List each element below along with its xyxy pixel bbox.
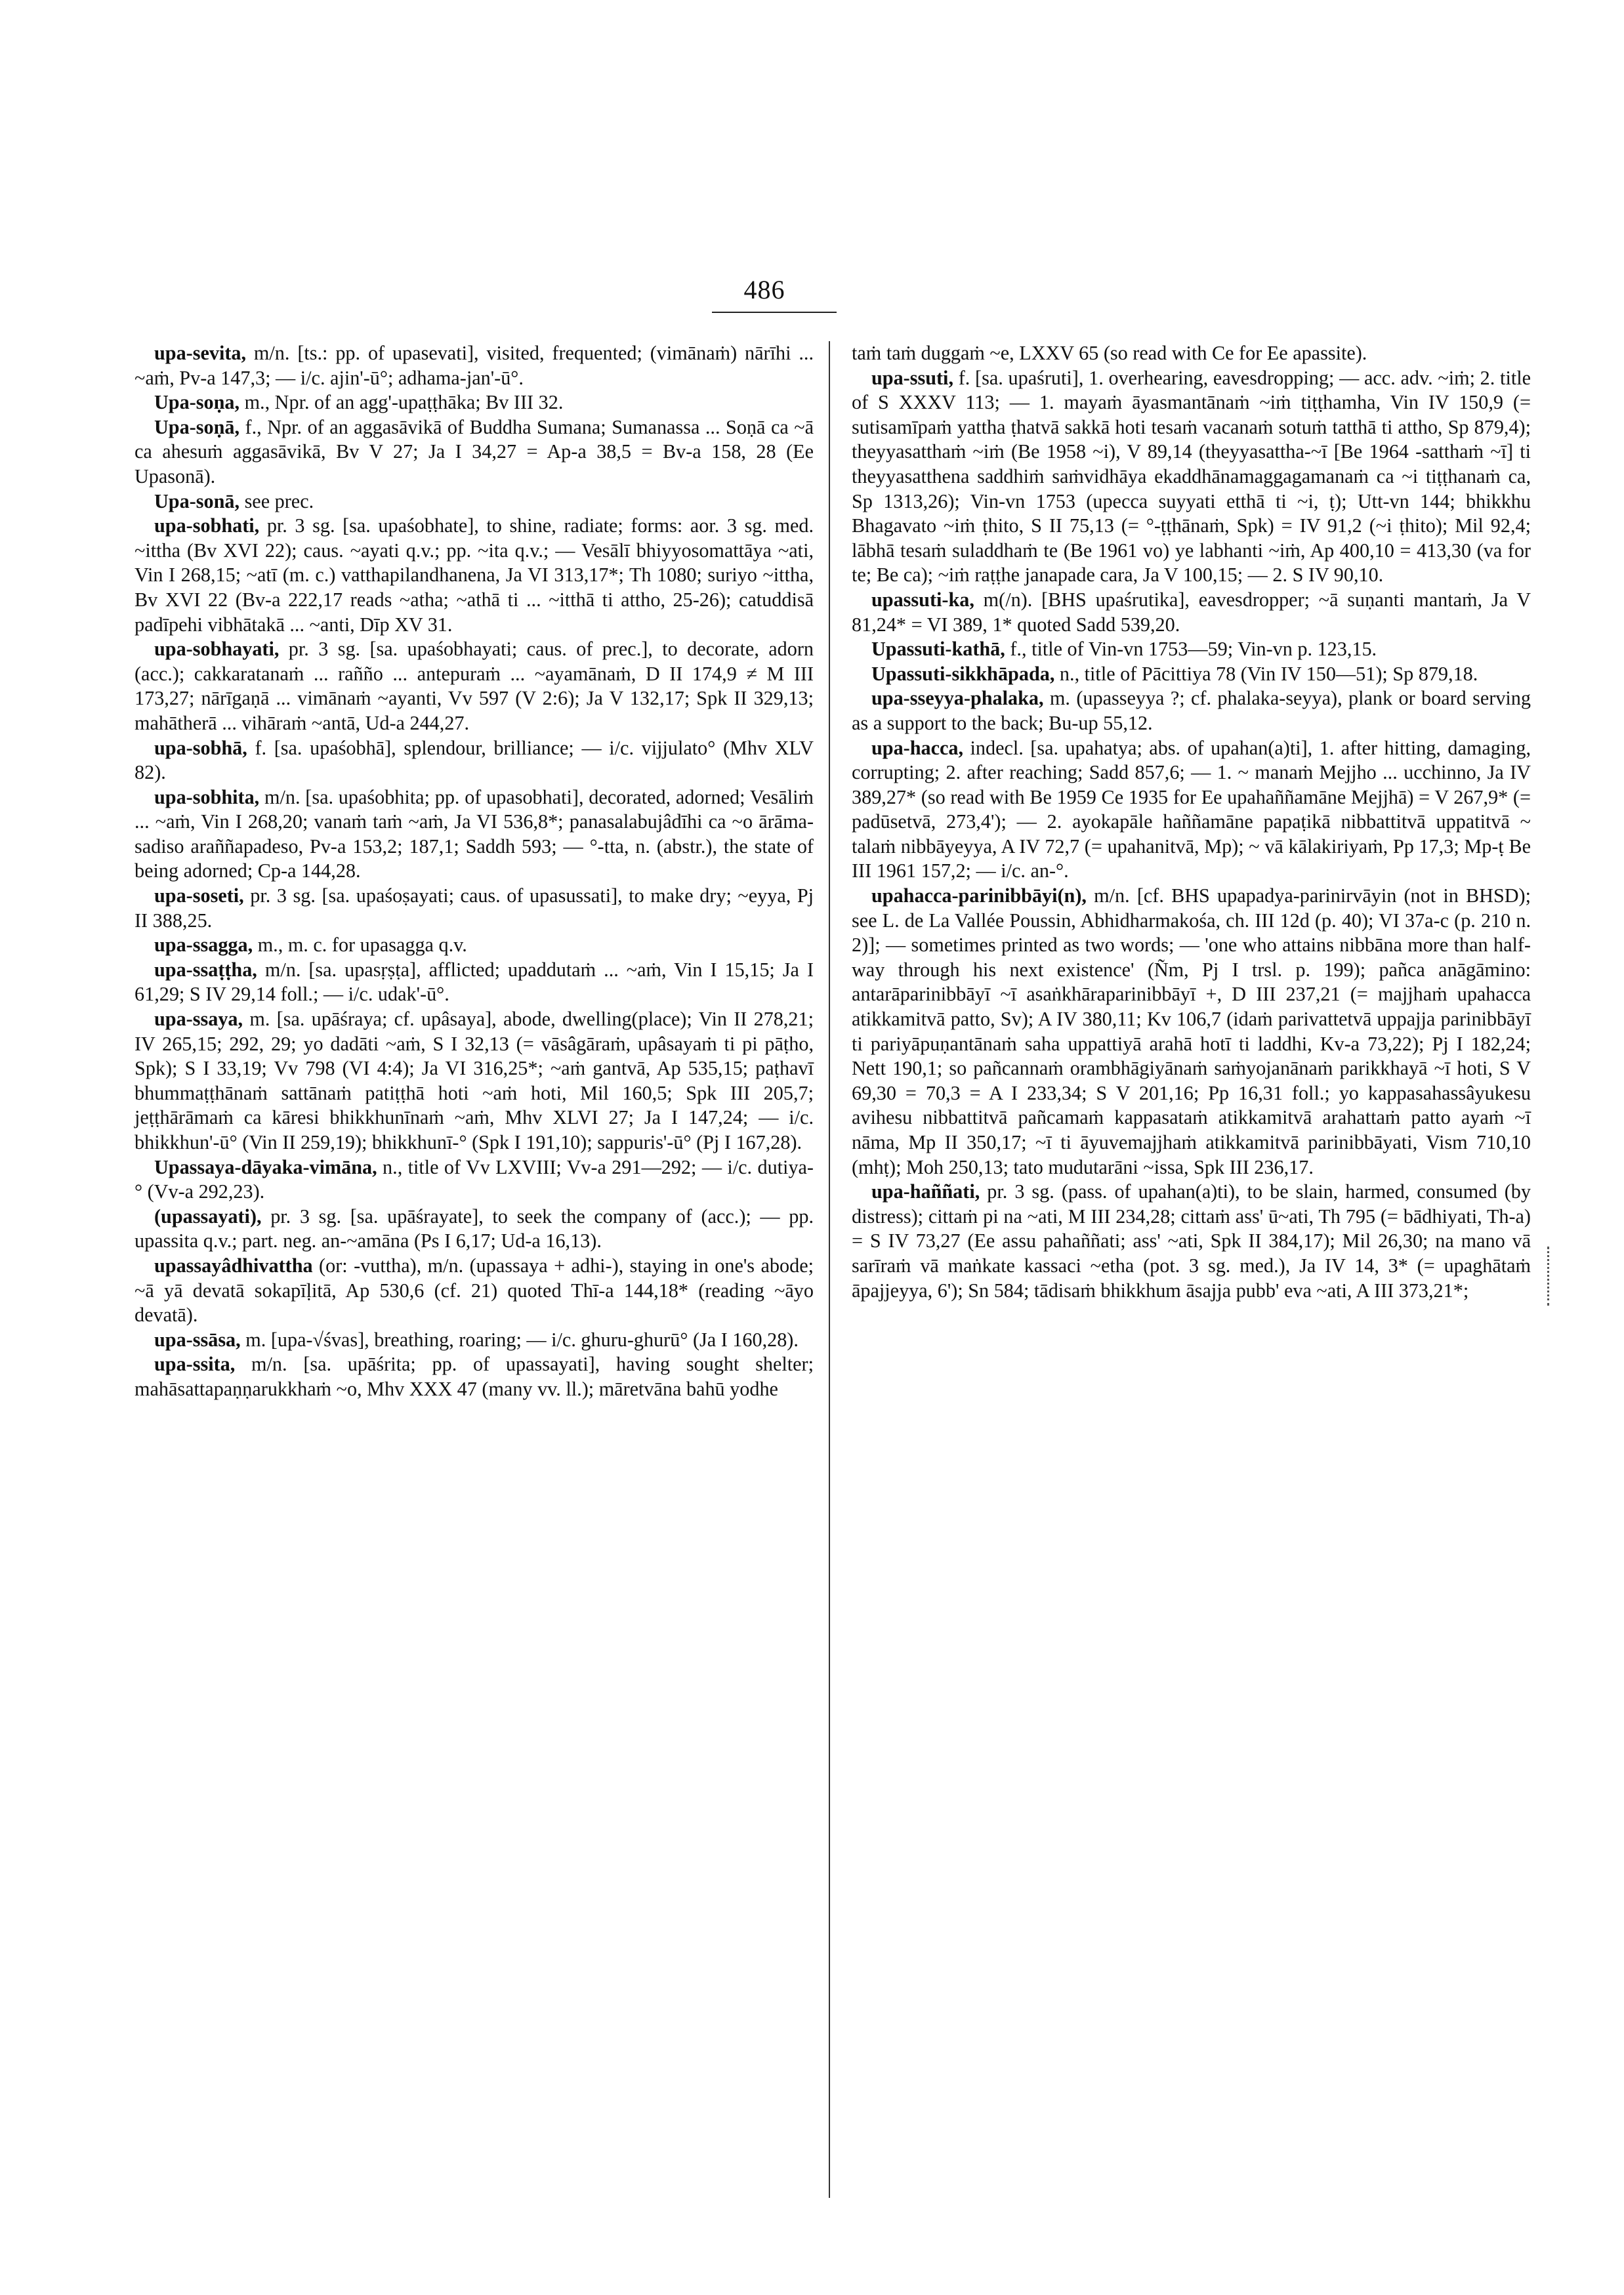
entry-body: m. [sa. upāśraya; cf. upâsaya], abode, dwelling(place); Vin II 278,21; IV 265,15; 292, 29; yo dadāti ~aṁ, S I 32,13 (= vāsâgāraṁ, upâsayaṁ ti pi pāṭho, Spk); S I 33,19; Vv 798 (VI 4:4); Ja VI 316,25*; ~aṁ gantvā, Ap 535,15; paṭhavī bhummaṭṭhānaṁ sattānaṁ patiṭṭhā hoti ~aṁ hoti, Mil 160,5; Spk III 205,7; jeṭṭhārāmaṁ ca kāresi bhikkhunīnaṁ ~aṁ, Mhv XLVI 27; Ja I 147,24; — i/c. bhikkhun'-ū° (Vin II 259,19); bhikkhunī-° (Spk I 191,10); sappuris'-ū° (Pj I 167,28). [135, 1008, 814, 1153]
entry-body: m. [upa-√śvas], breathing, roaring; — i/c. ghuru-ghurū° (Ja I 160,28). [240, 1328, 799, 1351]
entry-body: (or: -vuttha), m/n. (upassaya + adhi-), staying in one's abode; ~ā yā devatā sokapīḷitā, Ap 530,6 (cf. 21) quoted Thī-a 144,18* (reading ~āyo devatā). [135, 1254, 814, 1327]
page-number-rule [712, 312, 837, 313]
entry-headword: upa-ssuti, [871, 366, 953, 389]
entry-body: f., title of Vin-vn 1753—59; Vin-vn p. 123,15. [1005, 638, 1377, 661]
dictionary-entry [135, 1254, 814, 1328]
entry-body: m/n. [sa. upasṛṣṭa], afflicted; upaddutaṁ ... ~aṁ, Vin I 15,15; Ja I 61,29; S IV 29,14 foll.; — i/c. udak'-ū°. [135, 958, 814, 1006]
dictionary-entry [852, 637, 1531, 662]
margin-mark [1547, 1247, 1549, 1306]
entry-headword: (upassayati), [154, 1205, 262, 1228]
dictionary-entry [135, 489, 814, 514]
entry-headword: upa-ssaṭṭha, [154, 958, 257, 981]
dictionary-entry [135, 1007, 814, 1155]
dictionary-entry [852, 588, 1531, 637]
entry-body: m. (upasseyya ?; cf. phalaka-seyya), plank or board serving as a support to the back; Bu-up 55,12. [852, 687, 1531, 734]
dictionary-entry [852, 686, 1531, 735]
entry-headword: upa-hacca, [871, 736, 964, 759]
entry-headword: upa-soseti, [154, 884, 244, 907]
entry-headword: upa-sobhā, [154, 736, 247, 759]
entry-body: n., title of Pācittiya 78 (Vin IV 150—51); Sp 879,18. [1054, 662, 1478, 685]
entry-headword: upa-ssaya, [154, 1008, 243, 1031]
entry-body: see prec. [239, 489, 314, 512]
entry-headword: upa-ssagga, [154, 934, 253, 957]
entry-body: m/n. [ts.: pp. of upasevati], visited, frequented; (vimānaṁ) nārīhi ... ~aṁ, Pv-a 147,3; — i/c. ajin'-ū°; adhama-jan'-ū°. [135, 342, 814, 389]
dictionary-entry [852, 884, 1531, 1180]
entry-headword: upa-sseyya-phalaka, [871, 687, 1044, 710]
entry-body: m/n. [sa. upāśrita; pp. of upassayati], having sought shelter; mahāsattapaṇṇarukkhaṁ ~o, Mhv XXX 47 (many vv. ll.); māretvāna bahū yodhe [135, 1353, 814, 1400]
entry-headword: upa-ssāsa, [154, 1328, 241, 1351]
entry-body: f. [sa. upaśruti], 1. overhearing, eavesdropping; — acc. adv. ~iṁ; 2. title of S XXXV 113; — 1. mayaṁ āyasmantānaṁ ~iṁ tiṭṭhamha, Vin IV 150,9 (= sutisamīpaṁ yattha ṭhatvā sakkā hoti tesaṁ vacanaṁ sotuṁ tatthā ti attho, Sp 879,4); theyyasatthaṁ ~iṁ (Be 1958 ~i), V 89,14 (theyyasattha-~ī [Be 1964 -satthaṁ ~ī] ti theyyasatthena saddhiṁ saṁvidhāya ekaddhānamaggagamanaṁ ca ~i tiṭṭhanaṁ ca, Sp 1313,26); Vin-vn 1753 (upecca suyyati etthā ti ~i, ṭ); Utt-vn 144; bhikkhu Bhagavato ~iṁ ṭhito, S II 75,13 (= °-ṭṭhānaṁ, Spk) = IV 91,2 (~i ṭhito); Mil 92,4; lābhā tesaṁ suladdhaṁ te (Be 1961 vo) ye labhanti ~iṁ, Ap 400,10 = 413,30 (va for te; Be ca); ~iṁ raṭṭhe janapade cara, Ja V 100,15; — 2. S IV 90,10. [852, 366, 1531, 587]
entry-body: m(/n). [BHS upaśrutika], eavesdropper; ~ā suṇanti mantaṁ, Ja V 81,24* = VI 389, 1* quoted Sadd 539,20. [852, 588, 1531, 636]
entry-headword: upa-sobhati, [154, 514, 260, 537]
dictionary-entry [135, 1155, 814, 1205]
entry-body: indecl. [sa. upahatya; abs. of upahan(a)ti], 1. after hitting, damaging, corrupting; 2. after reaching; Sadd 857,6; — 1. ~ manaṁ Mejjho ... ucchinno, Ja IV 389,27* (so read with Be 1959 Ce 1935 for Ee upahaññamāne Mejjhā) = V 267,9* (= padūsetvā, 273,4'); — 2. ayokapāle haññamāne papaṭikā nibbattitvā uppatitvā ~ talaṁ nibbāyeyya, A IV 72,7 (= upahanitvā, Mp); ~ vā kālakiriyaṁ, Pp 17,3; Mp-ṭ Be III 1961 157,2; — i/c. an-°. [852, 736, 1531, 882]
column-divider [829, 341, 830, 2198]
entry-headword: Upassaya-dāyaka-vimāna, [154, 1155, 377, 1178]
entry-headword: upassayâdhivattha [154, 1254, 313, 1277]
entry-headword: upa-haññati, [871, 1180, 980, 1203]
entry-headword: upa-sobhayati, [154, 638, 280, 661]
right-column [852, 341, 1531, 1303]
dictionary-entry [852, 1180, 1531, 1303]
dictionary-entry [135, 637, 814, 735]
page-number: 486 [743, 275, 785, 304]
entry-headword: Upassuti-kathā, [871, 638, 1005, 661]
entry-body: f., Npr. of an aggasāvikā of Buddha Sumana; Sumanassa ... Soṇā ca ~ā ca ahesuṁ aggasāvikā, Bv V 27; Ja I 34,27 = Ap-a 38,5 = Bv-a 158, 28 (Ee Upasonā). [135, 415, 814, 487]
dictionary-entry [135, 1328, 814, 1353]
entry-headword: Upa-sonā, [154, 489, 240, 512]
entry-headword: upa-sobhita, [154, 785, 260, 808]
entry-body: f. [sa. upaśobhā], splendour, brilliance; — i/c. vijjulato° (Mhv XLV 82). [135, 736, 814, 784]
dictionary-entry [135, 415, 814, 489]
entry-body: m/n. [sa. upaśobhita; pp. of upasobhati], decorated, adorned; Vesāliṁ ... ~aṁ, Vin I 268,20; vanaṁ taṁ ~aṁ, Ja VI 536,8*; panasalabujâdīhi ca ~o ārāma-sadiso araññapadeso, Pv-a 153,2; 187,1; Saddh 593; — °-tta, n. (abstr.), the state of being adorned; Cp-a 144,28. [135, 785, 814, 882]
dictionary-entry [135, 933, 814, 958]
entry-body: pr. 3 sg. [sa. upāśrayate], to seek the company of (acc.); — pp. upassita q.v.; part. neg. an-~amāna (Ps I 6,17; Ud-a 16,13). [135, 1205, 814, 1252]
dictionary-entry [135, 958, 814, 1007]
entry-body: pr. 3 sg. [sa. upaśobhayati; caus. of prec.], to decorate, adorn (acc.); cakkaratanaṁ ... rañño ... antepuraṁ ... ~ayamānaṁ, D II 174,9 ≠ M III 173,27; nārīgaṇā ... vimānaṁ ~ayanti, Vv 597 (V 2:6); Ja V 132,17; Spk II 329,13; mahātherā ... vihāraṁ ~antā, Ud-a 244,27. [135, 638, 814, 734]
dictionary-entry [852, 341, 1531, 366]
dictionary-entry [852, 662, 1531, 687]
entry-body: pr. 3 sg. (pass. of upahan(a)ti), to be slain, harmed, consumed (by distress); cittaṁ pi na ~ati, M III 234,28; cittaṁ ass' ū~ati, Th 795 (= bādhiyati, Th-a) = S IV 73,27 (Ee assu pahaññati; ass' ~ati, Spk II 384,17); Mil 26,30; na mano vā sarīraṁ vā maṅkate kassaci ~etha (pot. 3 sg. med.), Ja IV 14, 3* (= upaghātaṁ āpajjeyya, 6'); Sn 584; tādisaṁ bhikkhum āsajja pubb' eva ~ati, A III 373,21*; [852, 1180, 1531, 1302]
dictionary-entry [135, 1352, 814, 1401]
entry-body: n., title of Vv LXVIII; Vv-a 291—292; — i/c. dutiya-° (Vv-a 292,23). [135, 1155, 814, 1203]
entry-headword: Upassuti-sikkhāpada, [871, 662, 1055, 685]
dictionary-entry [135, 341, 814, 390]
dictionary-entry [135, 785, 814, 884]
entry-body: pr. 3 sg. [sa. upaśobhate], to shine, radiate; forms: aor. 3 sg. med. ~ittha (Bv XVI 22); caus. ~ayati q.v.; pp. ~ita q.v.; — Vesālī bhiyyosomattāya ~ati, Vin I 268,15; ~atī (m. c.) vatthapilandhanena, Ja VI 313,17*; Th 1080; suriyo ~ittha, Bv XVI 22 (Bv-a 222,17 reads ~atha; ~athā ti ... ~itthā ti attho, 25-26); catuddisā padīpehi vibhātakā ... ~anti, Dīp XV 31. [135, 514, 814, 636]
entry-headword: upa-ssita, [154, 1353, 236, 1376]
dictionary-entry [135, 390, 814, 415]
dictionary-entry [852, 736, 1531, 884]
entry-headword: Upa-soṇa, [154, 391, 240, 414]
entry-headword: upa-sevita, [154, 342, 247, 364]
entry-body: pr. 3 sg. [sa. upaśoṣayati; caus. of upasussati], to make dry; ~eyya, Pj II 388,25. [135, 884, 814, 932]
dictionary-entry [135, 1205, 814, 1254]
left-column [135, 341, 814, 1402]
entry-body: m., m. c. for upasagga q.v. [253, 934, 467, 957]
dictionary-entry [135, 514, 814, 637]
entry-body: taṁ taṁ duggaṁ ~e, LXXV 65 (so read with Ce for Ee apassite). [852, 342, 1367, 364]
entry-headword: upahacca-parinibbāyi(n), [871, 884, 1087, 907]
entry-body: m/n. [cf. BHS upapadya-parinirvāyin (not in BHSD); see L. de La Vallée Poussin, Abhidharmakośa, ch. III 12d (p. 40); VI 37a-c (p. 210 n. 2)]; — sometimes printed as two words; — 'one who attains nibbāna more than half-way through his next existence' (Ñm, Pj I trsl. p. 199); pañca anāgāmino: antarāparinibbāyī ~ī asaṅkhāraparinibbāyī +, D III 237,21 (= majjhaṁ upahacca atikkamitvā patto, Sv); A IV 380,11; Kv 106,7 (idaṁ parivattetvā uppajja parinibbāyī ti pariyāpuṇantānaṁ saha uppattiyā arahā hotī ti laddhi, Kv-a 73,22); Pj I 182,24; Nett 190,1; so pañcannaṁ orambhāgiyānaṁ saṁyojanānaṁ parikkhayā ~ī hoti, S V 69,30 = 70,3 = A I 233,34; S V 201,16; Pp 16,31 foll.; yo kappasahassâyukesu avihesu nibbattitvā pañcamaṁ kappasataṁ atikkamitvā arahattaṁ patto ayaṁ ~ī nāma, Mp II 350,17; ~ī ti āyuvemajjhaṁ atikkamitvā parinibbāyati, Vism 710,10 (mhṭ); Moh 250,13; tato mudutarāni ~issa, Spk III 236,17. [852, 884, 1531, 1178]
dictionary-entry [852, 366, 1531, 588]
entry-headword: upassuti-ka, [871, 588, 974, 611]
entry-body: m., Npr. of an agg'-upaṭṭhāka; Bv III 32. [239, 391, 564, 414]
dictionary-entry [135, 736, 814, 785]
entry-headword: Upa-soṇā, [154, 415, 240, 438]
dictionary-entry [135, 884, 814, 933]
